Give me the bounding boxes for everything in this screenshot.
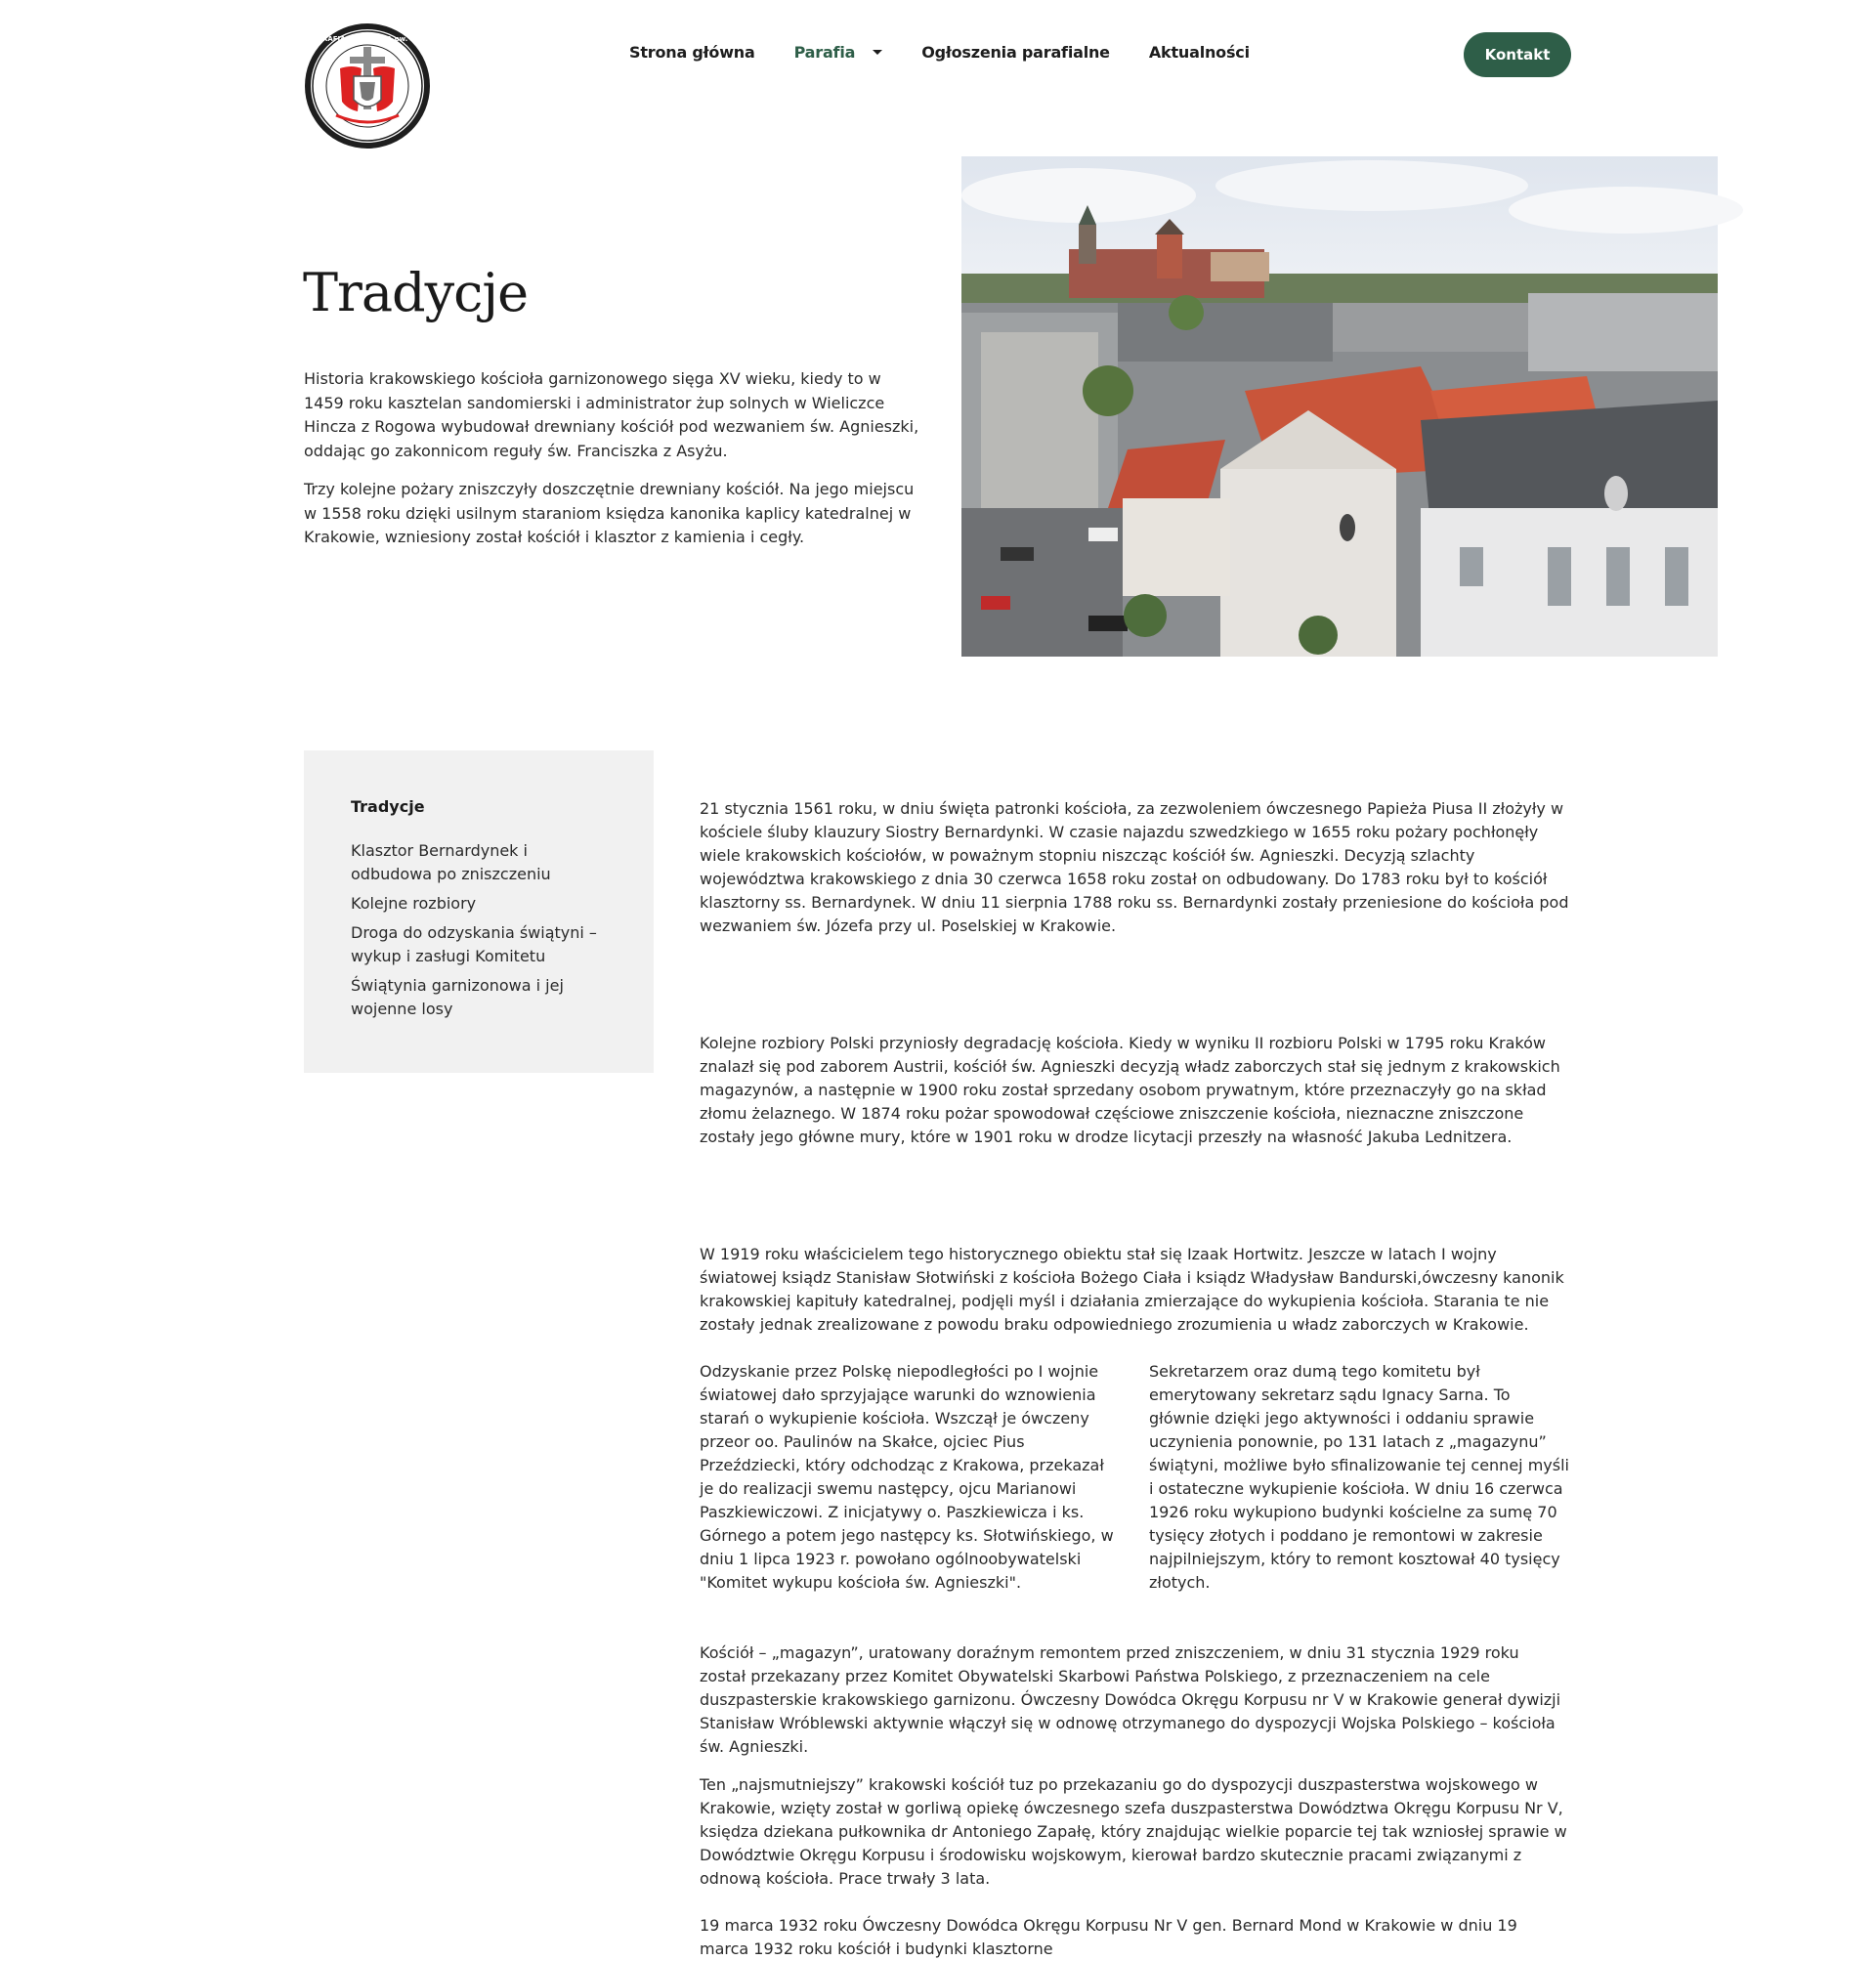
article-paragraph: Ten „najsmutniejszy” krakowski kościół tuz po przekazaniu go do dyspozycji duszpasterstwa wojskowego w Krakowie, wzięty został w gorliwą opiekę ówczesnego szefa duszpasterstwa Dowództwa Okręgu Korpusu Nr V, księdza dziekana pułkownika dr Antoniego Zapałę, który znajdując wielkie poparcie tej tak wzniosłej sprawie w Dowództwie Okręgu Korpusu i środowisku wojskowym, kierował bardzo skutecznie pracami związanymi z odnową kościoła. Prace trwały 3 lata.: [700, 1775, 1567, 1888]
table-of-contents: [304, 750, 654, 1073]
toc-link-swiatynia[interactable]: Świątynia garnizonowa i jej wojenne losy: [351, 976, 564, 1018]
article-paragraph: Kościół – „magazyn”, uratowany doraźnym remontem przed zniszczeniem, w dniu 31 stycznia 1929 roku został przekazany przez Komitet Obywatelski Skarbowi Państwa Polskiego, z przeznaczeniem na cele duszpasterskie krakowskiego garnizonu. Ówczesny Dowódca Okręgu Korpusu nr V w Krakowie generał dywizji Stanisław Wróblewski aktywnie włączył się w odnowę otrzymanego do dyspozycji Wojska Polskiego – kościoła św. Agnieszki.: [700, 1643, 1561, 1756]
nav-item-parafia-label: Parafia: [793, 43, 856, 62]
toc-title: Tradycje: [351, 797, 425, 816]
two-column-section: [700, 1360, 1569, 1595]
hero-intro: [304, 367, 919, 565]
hero-paragraph: Historia krakowskiego kościoła garnizonowego sięga XV wieku, kiedy to w 1459 roku kasztelan sandomierski i administrator żup solnych w Wieliczce Hincza z Rogowa wybudował drewniany kościół pod wezwaniem św. Agnieszki, oddając go zakonnicom reguły św. Franciszka z Asyżu.: [304, 369, 919, 460]
contact-button[interactable]: Kontakt: [1464, 32, 1571, 77]
chevron-down-icon: [873, 50, 882, 55]
krakow-aerial-photo: [961, 156, 1718, 657]
nav-item-announcements[interactable]: Ogłoszenia parafialne: [921, 43, 1110, 62]
article-paragraph: 19 marca 1932 roku Ówczesny Dowódca Okręgu Korpusu Nr V gen. Bernard Mond w Krakowie w dniu 19 marca 1932 roku kościół i budynki klasztorne: [700, 1916, 1517, 1958]
toc-link-klasztor[interactable]: Klasztor Bernardynek i odbudowa po zniszczeniu: [351, 841, 551, 883]
nav-item-home[interactable]: Strona główna: [629, 43, 755, 62]
logo-text: ORDYNARIAT POLOWY · PARAFIA WOJSKOWA pw. św. Agnieszki w KRAKOWIE: [220, 35, 515, 43]
toc-link-rozbiory[interactable]: Kolejne rozbiory: [351, 894, 477, 913]
hero-paragraph: Trzy kolejne pożary zniszczyły doszczętnie drewniany kościół. Na jego miejscu w 1558 roku dzięki usilnym staraniom księdza kanonika kaplicy katedralnej w Krakowie, wzniesiony został kościół i klasztor z kamienia i cegły.: [304, 480, 915, 546]
article-column-left: Odzyskanie przez Polskę niepodległości po I wojnie światowej dało sprzyjające warunki do wznowienia starań o wykupienie kościoła. Wszczął je ówczeny przeor oo. Paulinów na Skałce, ojciec Pius Przeździecki, który odchodząc z Krakowa, przekazał je do realizacji swemu następcy, ojcu Marianowi Paszkiewiczowi. Z inicjatywy o. Paszkiewicza i ks. Górnego a potem jego następcy ks. Słotwińskiego, w dniu 1 lipca 1923 r. powołano ogólnoobywatelski "Komitet wykupu kościoła św. Agnieszki".: [700, 1362, 1114, 1592]
article-column-right: Sekretarzem oraz dumą tego komitetu był emerytowany sekretarz sądu Ignacy Sarna. To głównie dzięki jego aktywności i oddaniu sprawie uczynienia ponownie, po 131 latach z „magazynu” świątyni, możliwe było sfinalizowanie tej cennej myśli i ostateczne wykupienie kościoła. W dniu 16 czerwca 1926 roku wykupiono budynki kościelne za sumę 70 tysięcy złotych i poddano je remontowi w zakresie najpilniejszym, który to remont kosztował 40 tysięcy złotych.: [1149, 1362, 1569, 1592]
toc-link-wykup[interactable]: Droga do odzyskania świątyni – wykup i zasługi Komitetu: [351, 923, 597, 965]
article-paragraph: 21 stycznia 1561 roku, w dniu święta patronki kościoła, za zezwoleniem ówczesnego Papieża Piusa II złożyły w kościele śluby klauzury Siostry Bernardynki. W czasie najazdu szwedzkiego w 1655 roku pożary pochłonęły wiele krakowskich kościołów, w poważnym stopniu niszcząc kościół św. Agnieszki. Decyzją szlachty województwa krakowskiego z dnia 30 czerwca 1658 roku został on odbudowany. Do 1783 roku był to kościół klasztorny ss. Bernardynek. W dniu 11 sierpnia 1788 roku ss. Bernardynki zostały przeniesione do kościoła pod wezwaniem św. Józefa przy ul. Poselskiej w Krakowie.: [700, 799, 1569, 935]
parish-logo[interactable]: [220, 21, 515, 150]
page-title: Tradycje: [303, 262, 529, 323]
article-paragraph: Kolejne rozbiory Polski przyniosły degradację kościoła. Kiedy w wyniku II rozbioru Polski w 1795 roku Kraków znalazł się pod zaborem Austrii, kościół św. Agnieszki decyzją władz zaborczych stał się jednym z krakowskich magazynów, a następnie w 1900 roku został sprzedany osobom prywatnym, które przeznaczyły go na skład złomu żelaznego. W 1874 roku pożar spowodował częściowe zniszczenie kościoła, nieznaczne zniszczone zostały jego główne mury, które w 1901 roku w drodze licytacji przeszły na własność Jakuba Lednitzera.: [700, 1034, 1560, 1146]
nav-item-parafia[interactable]: [794, 43, 883, 62]
main-nav: [629, 43, 1289, 62]
article-content: [700, 797, 1569, 1961]
article-paragraph: W 1919 roku właścicielem tego historycznego obiektu stał się Izaak Hortwitz. Jeszcze w latach I wojny światowej ksiądz Stanisław Słotwiński z kościoła Bożego Ciała i ksiądz Władysław Bandurski,ówczesny kanonik krakowskiej kapituły katedralnej, podjęli myśl i działania zmierzające do wykupienia kościoła. Starania te nie zostały jednak zrealizowane z powodu braku odpowiedniego zrozumienia u władz zaborczych w Krakowie.: [700, 1245, 1564, 1334]
nav-item-news[interactable]: Aktualności: [1148, 43, 1250, 62]
hero-photo: [961, 156, 1718, 657]
parish-emblem-icon: [220, 21, 515, 150]
